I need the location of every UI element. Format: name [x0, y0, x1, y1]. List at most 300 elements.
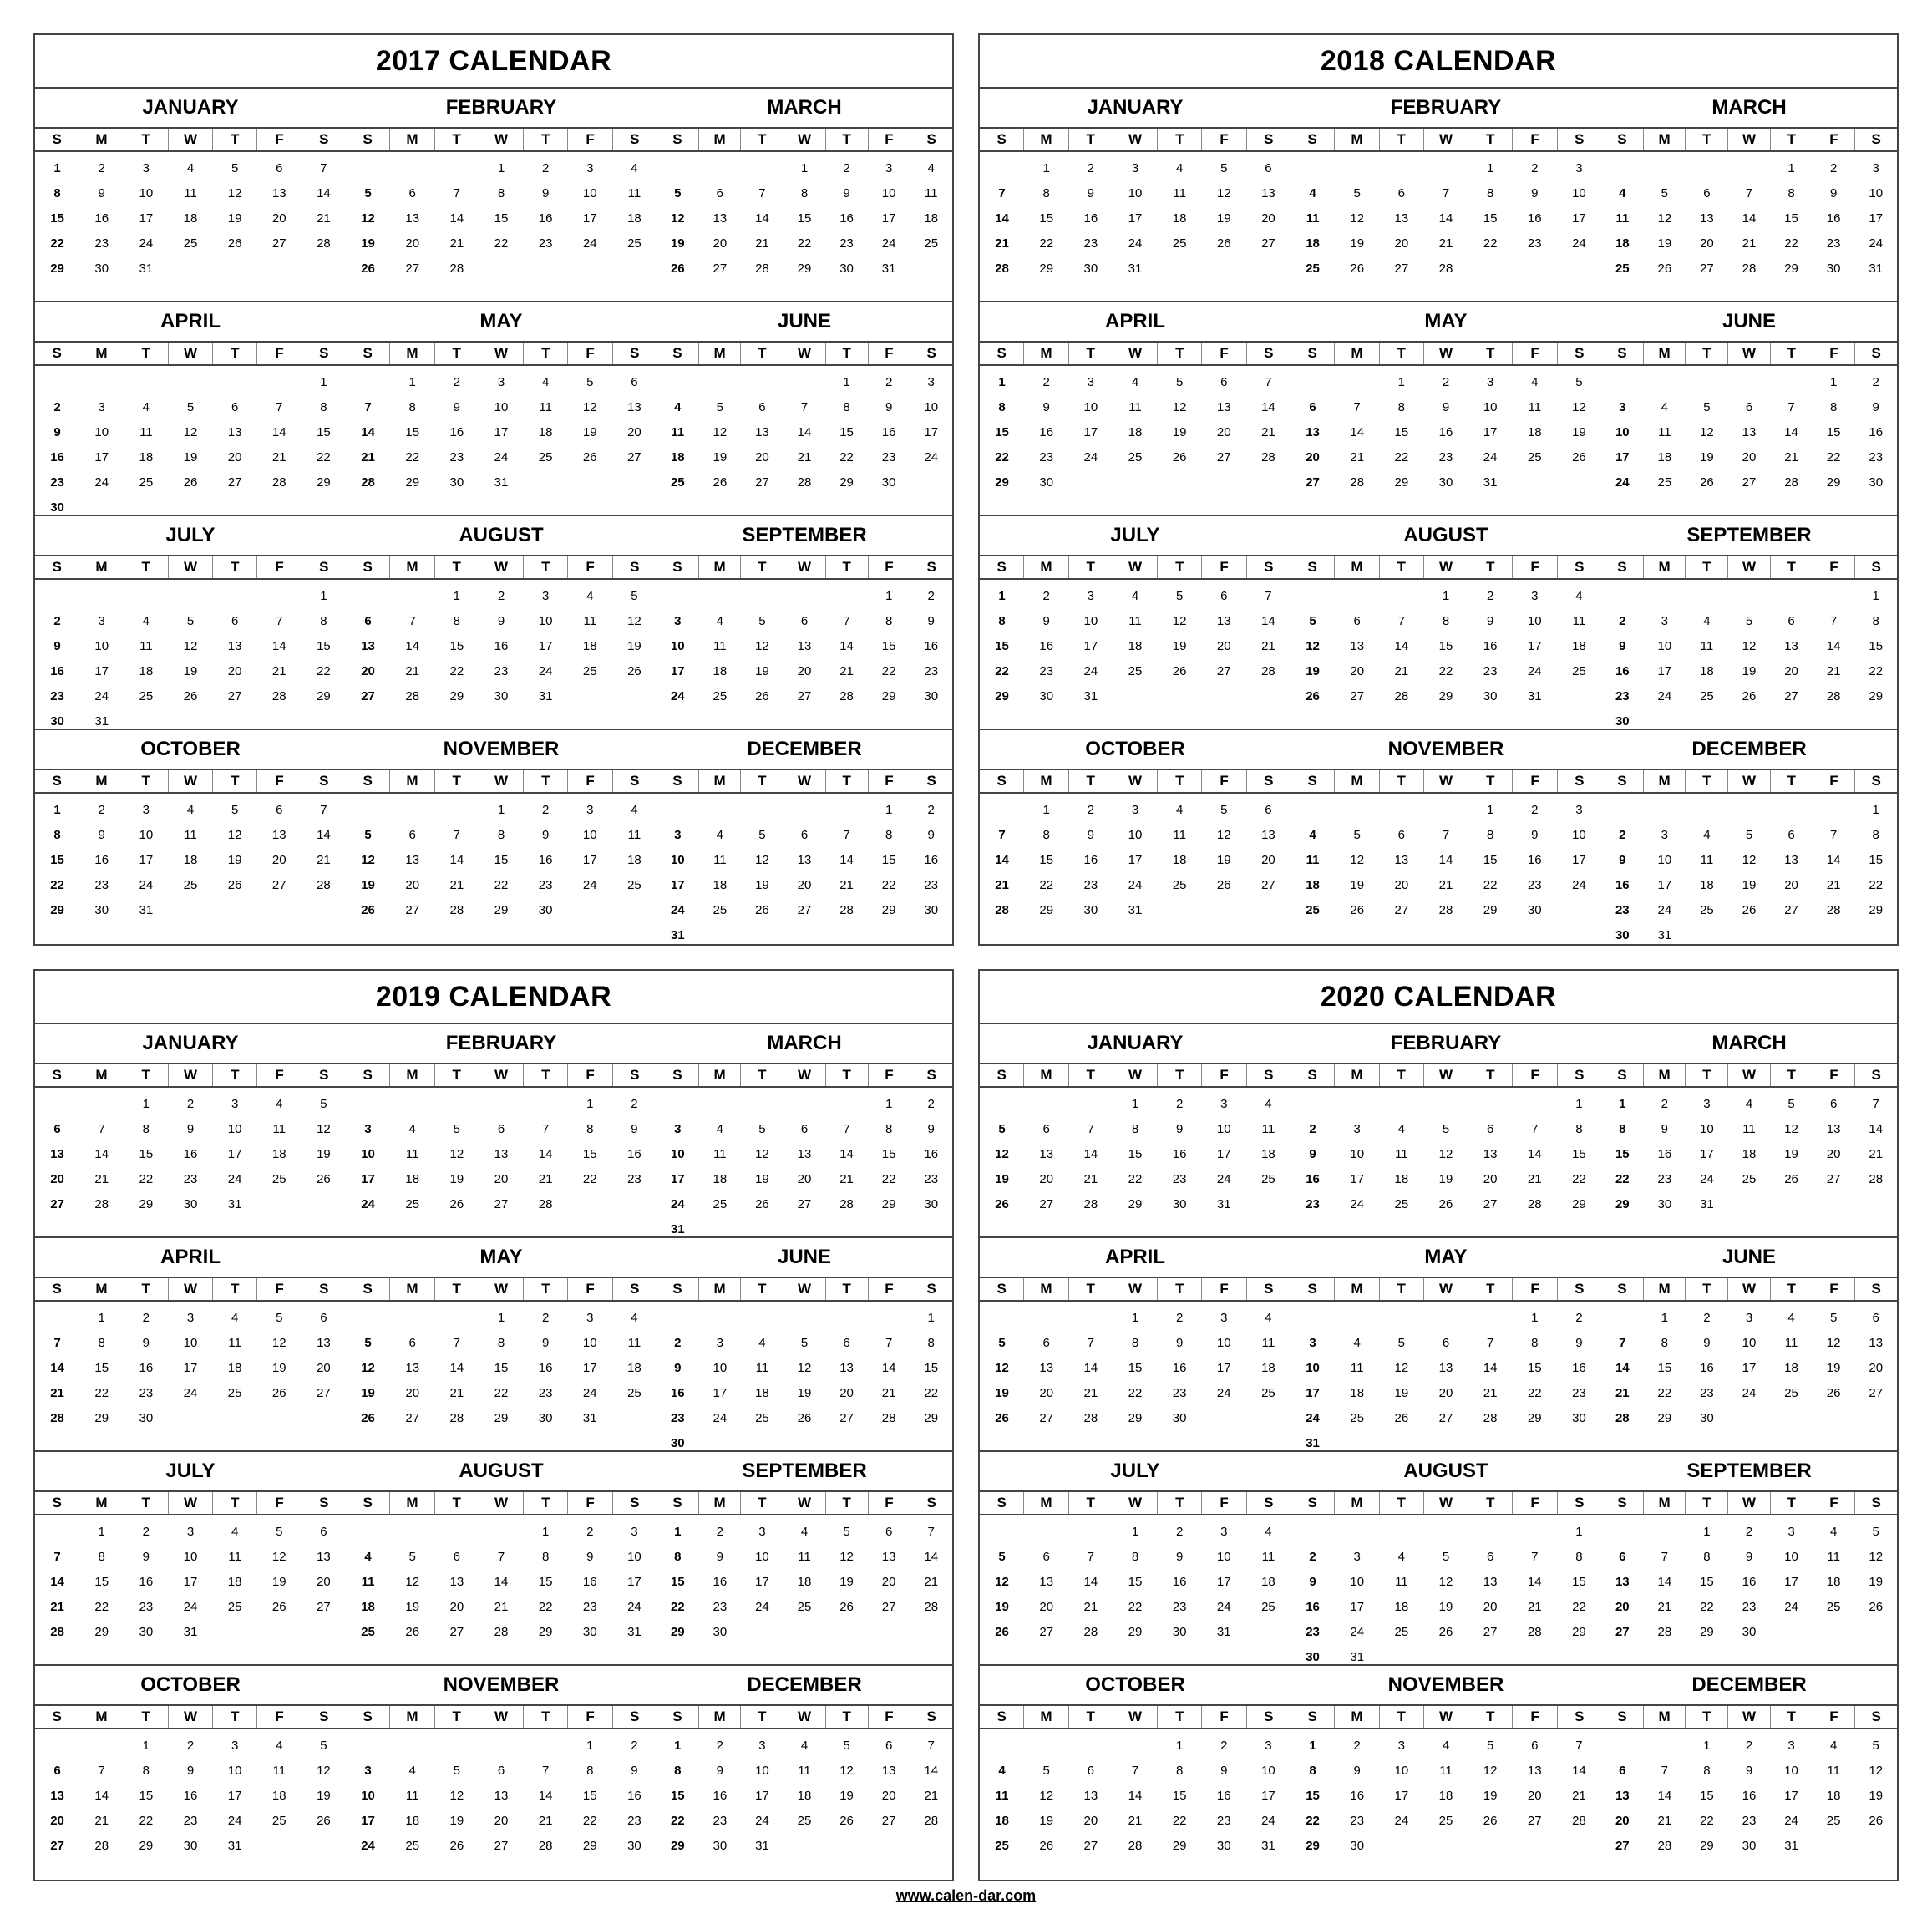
day-cell: 27 — [1784, 902, 1798, 917]
empty-day-cell — [168, 583, 212, 608]
empty-day-cell — [168, 369, 212, 394]
day-cell: 9 — [541, 1335, 550, 1350]
weekday-header — [657, 1704, 952, 1729]
weekday-label: M — [1334, 343, 1378, 364]
day-cell: 9 — [497, 613, 505, 628]
weekday-label: S — [1557, 343, 1601, 364]
day-cell: 2 — [1486, 588, 1494, 603]
day-cell: 27 — [1700, 261, 1714, 276]
day-cell: 8 — [885, 1121, 893, 1136]
empty-day-cell — [213, 369, 257, 394]
day-cell: 9 — [1619, 852, 1626, 867]
weekday-label: S — [1557, 1706, 1601, 1728]
day-cell: 27 — [1261, 236, 1275, 251]
day-cell: 8 — [586, 1763, 594, 1778]
day-cell: 9 — [631, 1763, 638, 1778]
day-cell: 7 — [758, 185, 766, 201]
day-cell: 7 — [1575, 1738, 1583, 1753]
day-cell: 12 — [1438, 1574, 1453, 1589]
day-cell: 15 — [924, 1360, 939, 1375]
day-cell: 16 — [582, 1574, 597, 1589]
day-cell: 7 — [53, 1549, 61, 1564]
day-cell: 22 — [1784, 236, 1798, 251]
day-cell: 10 — [1306, 1360, 1320, 1375]
day-cell: 31 — [139, 902, 154, 917]
empty-day-cell — [980, 1733, 1024, 1758]
day-cell: 15 — [538, 1574, 553, 1589]
weekday-label: M — [1023, 770, 1067, 792]
day-cell: 15 — [881, 1146, 896, 1161]
day-cell: 30 — [1172, 1624, 1187, 1639]
month-march — [1601, 1024, 1897, 1236]
day-grid — [980, 1302, 1291, 1430]
day-cell: 10 — [1572, 185, 1586, 201]
day-cell: 25 — [271, 1171, 287, 1186]
day-cell: 18 — [1128, 638, 1143, 653]
weekday-label: T — [1770, 129, 1813, 150]
day-cell: 11 — [184, 827, 197, 842]
day-cell: 24 — [1700, 1171, 1714, 1186]
month-january — [35, 89, 346, 301]
day-cell: 12 — [1438, 1146, 1453, 1161]
day-cell: 5 — [186, 613, 195, 628]
day-cell: 19 — [183, 449, 198, 465]
day-cell: 13 — [227, 424, 242, 439]
day-cell: 22 — [995, 663, 1009, 678]
day-cell: 22 — [1700, 1813, 1714, 1828]
day-cell: 5 — [998, 1121, 1006, 1136]
month-name: MARCH — [767, 1032, 842, 1054]
day-cell: 17 — [1350, 1171, 1365, 1186]
day-cell: 20 — [50, 1813, 64, 1828]
day-cell: 27 — [881, 1599, 896, 1614]
weekday-label: T — [124, 770, 168, 792]
weekday-label: M — [1334, 1278, 1378, 1300]
day-cell: 22 — [1172, 1813, 1187, 1828]
weekday-label: S — [910, 1278, 952, 1300]
day-cell: 13 — [1869, 1335, 1884, 1350]
day-cell: 1 — [1486, 802, 1494, 817]
day-cell: 20 — [1216, 424, 1231, 439]
day-cell: 17 — [361, 1171, 375, 1186]
day-cell: 16 — [1742, 1788, 1757, 1803]
day-cell: 3 — [1531, 588, 1539, 603]
weekday-label: T — [434, 1492, 479, 1514]
weekday-header — [346, 555, 657, 580]
weekday-header — [1291, 341, 1601, 366]
day-cell: 9 — [186, 1763, 195, 1778]
weekday-label: T — [1068, 1064, 1113, 1086]
day-cell: 21 — [1261, 424, 1275, 439]
day-cell: 7 — [1745, 185, 1753, 201]
day-cell: 13 — [1216, 613, 1231, 628]
day-cell: 21 — [449, 236, 464, 251]
weekday-label: F — [256, 556, 301, 578]
day-cell: 29 — [881, 902, 896, 917]
day-cell: 8 — [1486, 827, 1494, 842]
day-cell: 17 — [670, 1171, 685, 1186]
day-cell: 13 — [1261, 185, 1275, 201]
month-name: FEBRUARY — [445, 96, 557, 119]
month-name: MAY — [479, 310, 523, 333]
day-cell: 19 — [755, 1171, 769, 1186]
day-cell: 19 — [449, 1813, 464, 1828]
empty-day-cell — [1113, 1733, 1157, 1758]
day-cell: 29 — [1039, 261, 1054, 276]
day-cell: 28 — [449, 1410, 464, 1425]
day-cell: 11 — [361, 1574, 375, 1589]
day-cell: 20 — [1527, 1788, 1542, 1803]
day-cell: 21 — [494, 1599, 509, 1614]
weekday-header — [35, 127, 346, 152]
day-cell: 15 — [670, 1788, 685, 1803]
day-cell: 29 — [1438, 688, 1453, 703]
day-cell: 11 — [995, 1788, 1009, 1803]
empty-day-cell — [1513, 1519, 1557, 1544]
day-cell: 13 — [755, 424, 769, 439]
empty-day-cell — [1423, 155, 1468, 180]
empty-day-cell — [1601, 369, 1644, 394]
day-cell: 29 — [1128, 1410, 1143, 1425]
day-cell: 28 — [538, 1838, 553, 1853]
day-cell: 4 — [1131, 374, 1139, 389]
day-cell: 21 — [317, 852, 331, 867]
day-cell: 27 — [797, 688, 812, 703]
weekday-label: S — [672, 559, 682, 575]
day-cell: 11 — [272, 1121, 287, 1136]
day-cell: 6 — [497, 1763, 505, 1778]
day-cell: 6 — [1087, 1763, 1095, 1778]
day-cell: 15 — [317, 638, 331, 653]
day-cell: 16 — [494, 638, 509, 653]
weekday-label: T — [1068, 770, 1113, 792]
day-cell: 11 — [1350, 1360, 1364, 1375]
day-cell: 3 — [1220, 1310, 1228, 1325]
day-grid — [346, 1729, 657, 1858]
day-grid — [1601, 1088, 1897, 1216]
weekday-label: W — [479, 1064, 523, 1086]
month-january — [35, 1024, 346, 1236]
day-cell: 25 — [670, 475, 685, 490]
day-cell: 28 — [1128, 1838, 1143, 1853]
day-cell: 29 — [50, 902, 64, 917]
day-cell: 20 — [1306, 449, 1320, 465]
day-cell: 17 — [1572, 852, 1586, 867]
day-cell: 17 — [1742, 1360, 1757, 1375]
day-cell: 17 — [670, 663, 685, 678]
day-cell: 12 — [797, 1360, 812, 1375]
empty-day-cell — [1379, 1305, 1423, 1330]
weekday-label: S — [1617, 345, 1627, 361]
day-cell: 12 — [1826, 1335, 1841, 1350]
day-cell: 4 — [927, 160, 935, 175]
empty-day-cell — [346, 797, 390, 822]
month-may — [346, 302, 657, 515]
day-cell: 16 — [1216, 1788, 1231, 1803]
empty-day-cell — [1379, 1091, 1423, 1116]
weekday-label: S — [996, 1708, 1007, 1724]
weekday-label: F — [868, 1064, 910, 1086]
day-cell: 29 — [1615, 1196, 1630, 1211]
day-cell: 10 — [1350, 1146, 1365, 1161]
day-cell: 19 — [582, 424, 597, 439]
day-cell: 20 — [227, 663, 242, 678]
day-cell: 17 — [227, 1146, 242, 1161]
weekday-label: W — [1727, 129, 1770, 150]
day-cell: 7 — [541, 1121, 550, 1136]
day-cell: 1 — [1829, 374, 1838, 389]
day-cell: 27 — [839, 1410, 854, 1425]
day-cell: 14 — [1615, 1360, 1630, 1375]
day-cell: 1 — [927, 1310, 935, 1325]
weekday-label: W — [1727, 1492, 1770, 1514]
day-cell: 13 — [1742, 424, 1757, 439]
day-cell: 11 — [1528, 399, 1542, 414]
day-cell: 16 — [1572, 1360, 1586, 1375]
day-cell: 10 — [361, 1788, 375, 1803]
day-cell: 13 — [881, 1763, 896, 1778]
day-cell: 6 — [800, 613, 809, 628]
weekday-label: F — [1201, 1492, 1245, 1514]
weekday-label: S — [52, 131, 62, 147]
weekday-label: W — [783, 1278, 825, 1300]
weekday-label: W — [783, 1706, 825, 1728]
day-cell: 29 — [317, 688, 331, 703]
weekday-label: T — [1379, 770, 1423, 792]
month-october — [35, 730, 346, 944]
day-cell: 1 — [1575, 1524, 1583, 1539]
day-cell: 27 — [1216, 663, 1231, 678]
day-cell: 12 — [183, 424, 198, 439]
empty-day-cell — [1335, 1091, 1379, 1116]
empty-day-cell — [1644, 1519, 1686, 1544]
empty-day-cell — [79, 369, 124, 394]
day-cell: 14 — [538, 1788, 553, 1803]
weekday-header — [657, 555, 952, 580]
day-cell: 31 — [1083, 688, 1098, 703]
day-cell: 11 — [1261, 1335, 1275, 1350]
day-cell: 17 — [1527, 638, 1542, 653]
day-cell: 22 — [1394, 449, 1409, 465]
day-cell: 2 — [927, 588, 935, 603]
day-cell: 30 — [1083, 261, 1098, 276]
day-cell: 25 — [183, 877, 198, 892]
day-cell: 12 — [317, 1121, 331, 1136]
day-cell: 1 — [1787, 160, 1795, 175]
day-cell: 25 — [1261, 1385, 1275, 1400]
day-cell: 26 — [582, 449, 597, 465]
day-cell: 17 — [627, 1574, 641, 1589]
day-cell: 19 — [361, 1385, 375, 1400]
empty-day-cell — [1644, 1733, 1686, 1758]
day-grid — [657, 1088, 952, 1241]
day-cell: 12 — [755, 1146, 769, 1161]
day-cell: 1 — [586, 1096, 594, 1111]
weekday-label: M — [1023, 556, 1067, 578]
empty-day-cell — [699, 797, 742, 822]
day-cell: 30 — [449, 475, 464, 490]
day-cell: 12 — [670, 211, 685, 226]
month-may — [346, 1238, 657, 1450]
day-cell: 9 — [98, 827, 105, 842]
day-cell: 29 — [538, 1624, 553, 1639]
day-cell: 11 — [1395, 1574, 1408, 1589]
day-cell: 16 — [924, 852, 939, 867]
day-cell: 22 — [1527, 1385, 1542, 1400]
weekday-label: S — [1854, 556, 1897, 578]
day-cell: 26 — [183, 688, 198, 703]
day-cell: 29 — [1483, 902, 1498, 917]
month-name: AUGUST — [1403, 1460, 1488, 1482]
day-cell: 17 — [924, 424, 939, 439]
weekday-header — [1601, 555, 1897, 580]
weekday-label: M — [389, 1492, 434, 1514]
day-cell: 31 — [227, 1838, 242, 1853]
day-cell: 10 — [183, 1549, 198, 1564]
day-cell: 11 — [228, 1549, 241, 1564]
weekday-label: F — [1512, 1706, 1556, 1728]
day-cell: 11 — [139, 638, 153, 653]
weekday-label: T — [740, 343, 783, 364]
day-cell: 15 — [1483, 852, 1498, 867]
day-cell: 16 — [1527, 852, 1542, 867]
day-cell: 20 — [839, 1385, 854, 1400]
day-cell: 30 — [538, 902, 553, 917]
day-cell: 5 — [408, 1549, 416, 1564]
day-cell: 25 — [271, 1813, 287, 1828]
weekday-label: F — [1813, 770, 1855, 792]
weekday-label: F — [1512, 1064, 1556, 1086]
weekday-label: M — [1643, 1278, 1686, 1300]
day-cell: 17 — [1657, 877, 1672, 892]
day-cell: 18 — [1438, 1788, 1453, 1803]
day-cell: 14 — [361, 424, 375, 439]
day-cell: 7 — [927, 1524, 935, 1539]
day-cell: 23 — [1172, 1385, 1187, 1400]
day-cell: 5 — [674, 185, 682, 201]
empty-day-cell — [741, 583, 783, 608]
day-cell: 23 — [1483, 663, 1498, 678]
weekday-label: T — [1770, 1064, 1813, 1086]
month-name: AUGUST — [459, 1460, 544, 1482]
day-cell: 3 — [1486, 374, 1494, 389]
month-name: APRIL — [1105, 1246, 1165, 1268]
weekday-label: F — [1813, 343, 1855, 364]
day-grid — [980, 366, 1291, 495]
weekday-label: S — [302, 1492, 346, 1514]
day-cell: 4 — [231, 1310, 239, 1325]
day-cell: 18 — [1700, 877, 1714, 892]
weekday-label: W — [168, 770, 212, 792]
day-cell: 10 — [755, 1763, 769, 1778]
day-cell: 30 — [1572, 1410, 1586, 1425]
day-cell: 4 — [1309, 185, 1316, 201]
day-cell: 1 — [586, 1738, 594, 1753]
day-cell: 24 — [1527, 663, 1542, 678]
day-cell: 30 — [1039, 688, 1054, 703]
day-cell: 29 — [1128, 1196, 1143, 1211]
day-cell: 9 — [1087, 827, 1095, 842]
day-cell: 8 — [1131, 1121, 1139, 1136]
day-cell: 25 — [1615, 261, 1630, 276]
day-cell: 10 — [1869, 185, 1884, 201]
day-cell: 6 — [1397, 185, 1406, 201]
day-cell: 26 — [1306, 688, 1320, 703]
day-cell: 12 — [449, 1146, 464, 1161]
weekday-label: S — [612, 1492, 657, 1514]
day-cell: 21 — [361, 449, 375, 465]
weekday-label: F — [868, 770, 910, 792]
day-cell: 18 — [797, 1574, 812, 1589]
weekday-label: T — [434, 1064, 479, 1086]
empty-day-cell — [699, 1305, 742, 1330]
day-cell: 27 — [1615, 1624, 1630, 1639]
day-cell: 23 — [1700, 1385, 1714, 1400]
day-cell: 22 — [670, 1599, 685, 1614]
day-cell: 20 — [494, 1171, 509, 1186]
day-cell: 23 — [1216, 1813, 1231, 1828]
month-november — [1291, 1666, 1601, 1880]
day-cell: 10 — [139, 827, 154, 842]
empty-day-cell — [1423, 797, 1468, 822]
day-cell: 25 — [1128, 449, 1143, 465]
day-cell: 15 — [1869, 852, 1884, 867]
day-cell: 3 — [98, 399, 105, 414]
day-cell: 13 — [712, 211, 728, 226]
day-cell: 24 — [1483, 449, 1498, 465]
day-cell: 24 — [94, 475, 109, 490]
day-cell: 31 — [670, 1221, 685, 1236]
empty-day-cell — [35, 1091, 79, 1116]
day-cell: 30 — [712, 1838, 728, 1853]
weekday-label: W — [168, 1064, 212, 1086]
day-cell: 24 — [1216, 1385, 1231, 1400]
day-cell: 8 — [497, 185, 505, 201]
day-cell: 19 — [755, 663, 769, 678]
day-cell: 23 — [1826, 236, 1841, 251]
day-cell: 16 — [1039, 424, 1054, 439]
day-cell: 18 — [361, 1599, 375, 1614]
empty-day-cell — [434, 797, 479, 822]
day-cell: 27 — [1742, 475, 1757, 490]
day-cell: 2 — [453, 374, 461, 389]
day-cell: 8 — [142, 1121, 150, 1136]
weekday-label: T — [212, 770, 256, 792]
day-cell: 11 — [1827, 1763, 1840, 1778]
day-cell: 12 — [582, 399, 597, 414]
day-cell: 3 — [631, 1524, 638, 1539]
weekday-label: S — [1557, 1064, 1601, 1086]
weekday-label: S — [1557, 770, 1601, 792]
day-cell: 26 — [995, 1196, 1009, 1211]
day-cell: 9 — [885, 399, 893, 414]
day-cell: 19 — [1784, 1146, 1798, 1161]
weekday-label: F — [1201, 1706, 1245, 1728]
day-cell: 1 — [1131, 1096, 1139, 1111]
day-cell: 26 — [1483, 1813, 1498, 1828]
weekday-label: T — [1068, 1706, 1113, 1728]
weekday-label: F — [1512, 1278, 1556, 1300]
weekday-label: S — [910, 770, 952, 792]
day-grid — [35, 366, 346, 520]
empty-day-cell — [1813, 797, 1855, 822]
day-cell: 24 — [1261, 1813, 1275, 1828]
day-cell: 2 — [142, 1524, 150, 1539]
website-link[interactable]: www.calen-dar.com — [895, 1886, 1037, 1904]
day-cell: 29 — [1394, 475, 1409, 490]
quarter-row — [35, 730, 952, 944]
day-cell: 16 — [1083, 852, 1098, 867]
